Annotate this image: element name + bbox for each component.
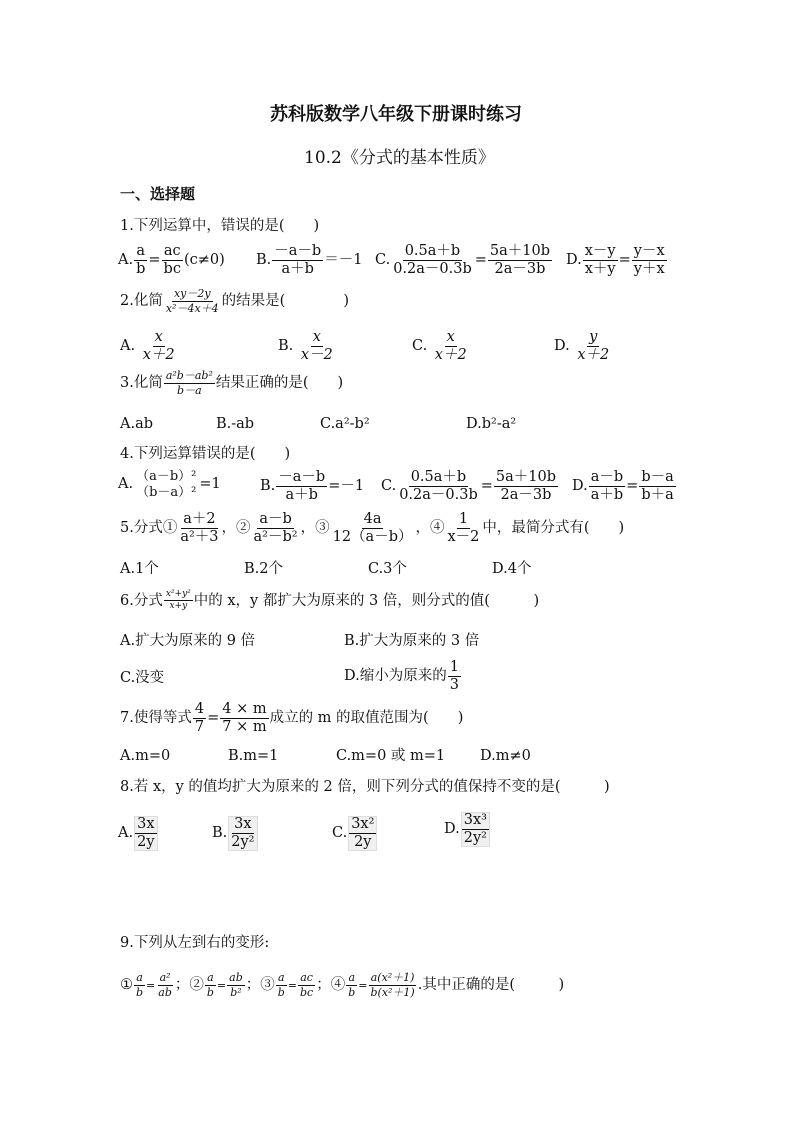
q7-option-d: D.m≠0	[480, 748, 531, 764]
q4-option-a: A. （a－b）² （b－a）² =1	[118, 469, 221, 500]
q6-option-c: C.没变	[120, 670, 165, 686]
q7-option-a: A.m=0	[120, 748, 171, 764]
page-subtitle: 10.2《分式的基本性质》	[304, 148, 495, 168]
q6-option-b: B.扩大为原来的 3 倍	[344, 633, 480, 649]
q8-option-a: A. 3x 2y	[118, 816, 159, 851]
question-5-stem: 5.分式① a＋2 a²＋3 ，② a－b a²－b² ，③ 4a 12（a－b） ，④ 1 x－2 中，最简分式有( )	[120, 511, 625, 546]
q6-option-a: A.扩大为原来的 9 倍	[120, 633, 256, 649]
q2-option-d: D. y x＋2	[554, 329, 610, 364]
q8-option-b: B. 3x 2y²	[212, 816, 259, 851]
q2-option-b: B. x x－2	[278, 329, 333, 364]
q5-option-b: B.2个	[244, 561, 283, 577]
q7-option-b: B.m=1	[228, 748, 279, 764]
q1-option-b: B. －a－b a＋b ＝－1	[256, 243, 363, 278]
page-title: 苏科版数学八年级下册课时练习	[270, 104, 522, 125]
question-9-expressions: ① $\frac{a}{b}$ = $\frac{\text{a²}}{ab}$ ；② $\frac{a}{b}$ = $\frac{ab}{\text{b²}}$ ；③ $\frac{a}{b}$ = $\frac{ac}{bc}$ ；④ $\frac{a}{b}$ = $\frac{\text{a(x²＋1)}}{\text{b(x²＋1)}}$ .其中正确的是( )	[120, 971, 565, 999]
q1-option-c: C. 0.5a＋b 0.2a－0.3b = 5a＋10b 2a－3b	[375, 243, 550, 278]
q1-option-a: A. a b = ac bc (c≠0)	[118, 243, 225, 278]
section-heading: 一、选择题	[120, 185, 196, 203]
question-4-stem: 4.下列运算错误的是( )	[120, 446, 291, 462]
q3-option-a: A.ab	[120, 416, 154, 432]
q8-option-d: D. 3x³ 2y²	[444, 812, 491, 847]
question-7-stem: 7.使得等式 4 7 = 4 × m 7 × m 成立的 m 的取值范围为( )	[120, 701, 464, 736]
question-9-stem: 9.下列从左到右的变形:	[120, 935, 270, 951]
q8-option-c: C. 3x² 2y	[332, 816, 378, 851]
q3-option-b: B.-ab	[216, 416, 255, 432]
q7-option-c: C.m=0 或 m=1	[336, 748, 446, 764]
q3-option-c: C.a²-b²	[320, 416, 370, 432]
q2-option-a: A. x x＋2	[120, 329, 175, 364]
question-6-stem: 6.分式 x²+y² x+y 中的 x，y 都扩大为原来的 3 倍，则分式的值( )	[120, 589, 540, 612]
q5-option-a: A.1个	[120, 561, 159, 577]
q6-option-d: D.缩小为原来的 1 3	[344, 659, 459, 694]
q2-option-c: C. x x＋2	[412, 329, 467, 364]
option-label: A.	[118, 252, 134, 269]
question-3-stem: 3.化简 a²b－ab² b－a 结果正确的是( )	[120, 369, 344, 397]
q5-option-d: D.4个	[492, 561, 532, 577]
q3-option-d: D.b²-a²	[466, 416, 517, 432]
q1-option-d: D. x－y x＋y = y－x y＋x	[566, 243, 665, 278]
question-1-stem: 1.下列运算中，错误的是( )	[120, 218, 320, 234]
question-2-stem: 2.化简 xy－2y x²－4x＋4 的结果是( )	[120, 287, 349, 315]
q4-option-c: C. 0.5a＋b 0.2a－0.3b = 5a＋10b 2a－3b	[381, 469, 556, 504]
q4-option-d: D. a－b a＋b = b－a b＋a	[572, 469, 674, 504]
q4-option-b: B. $\frac{-a-b}{a+b}$ =－1	[260, 469, 365, 504]
question-8-stem: 8.若 x，y 的值均扩大为原来的 2 倍，则下列分式的值保持不变的是( )	[120, 779, 610, 795]
q5-option-c: C.3个	[368, 561, 407, 577]
